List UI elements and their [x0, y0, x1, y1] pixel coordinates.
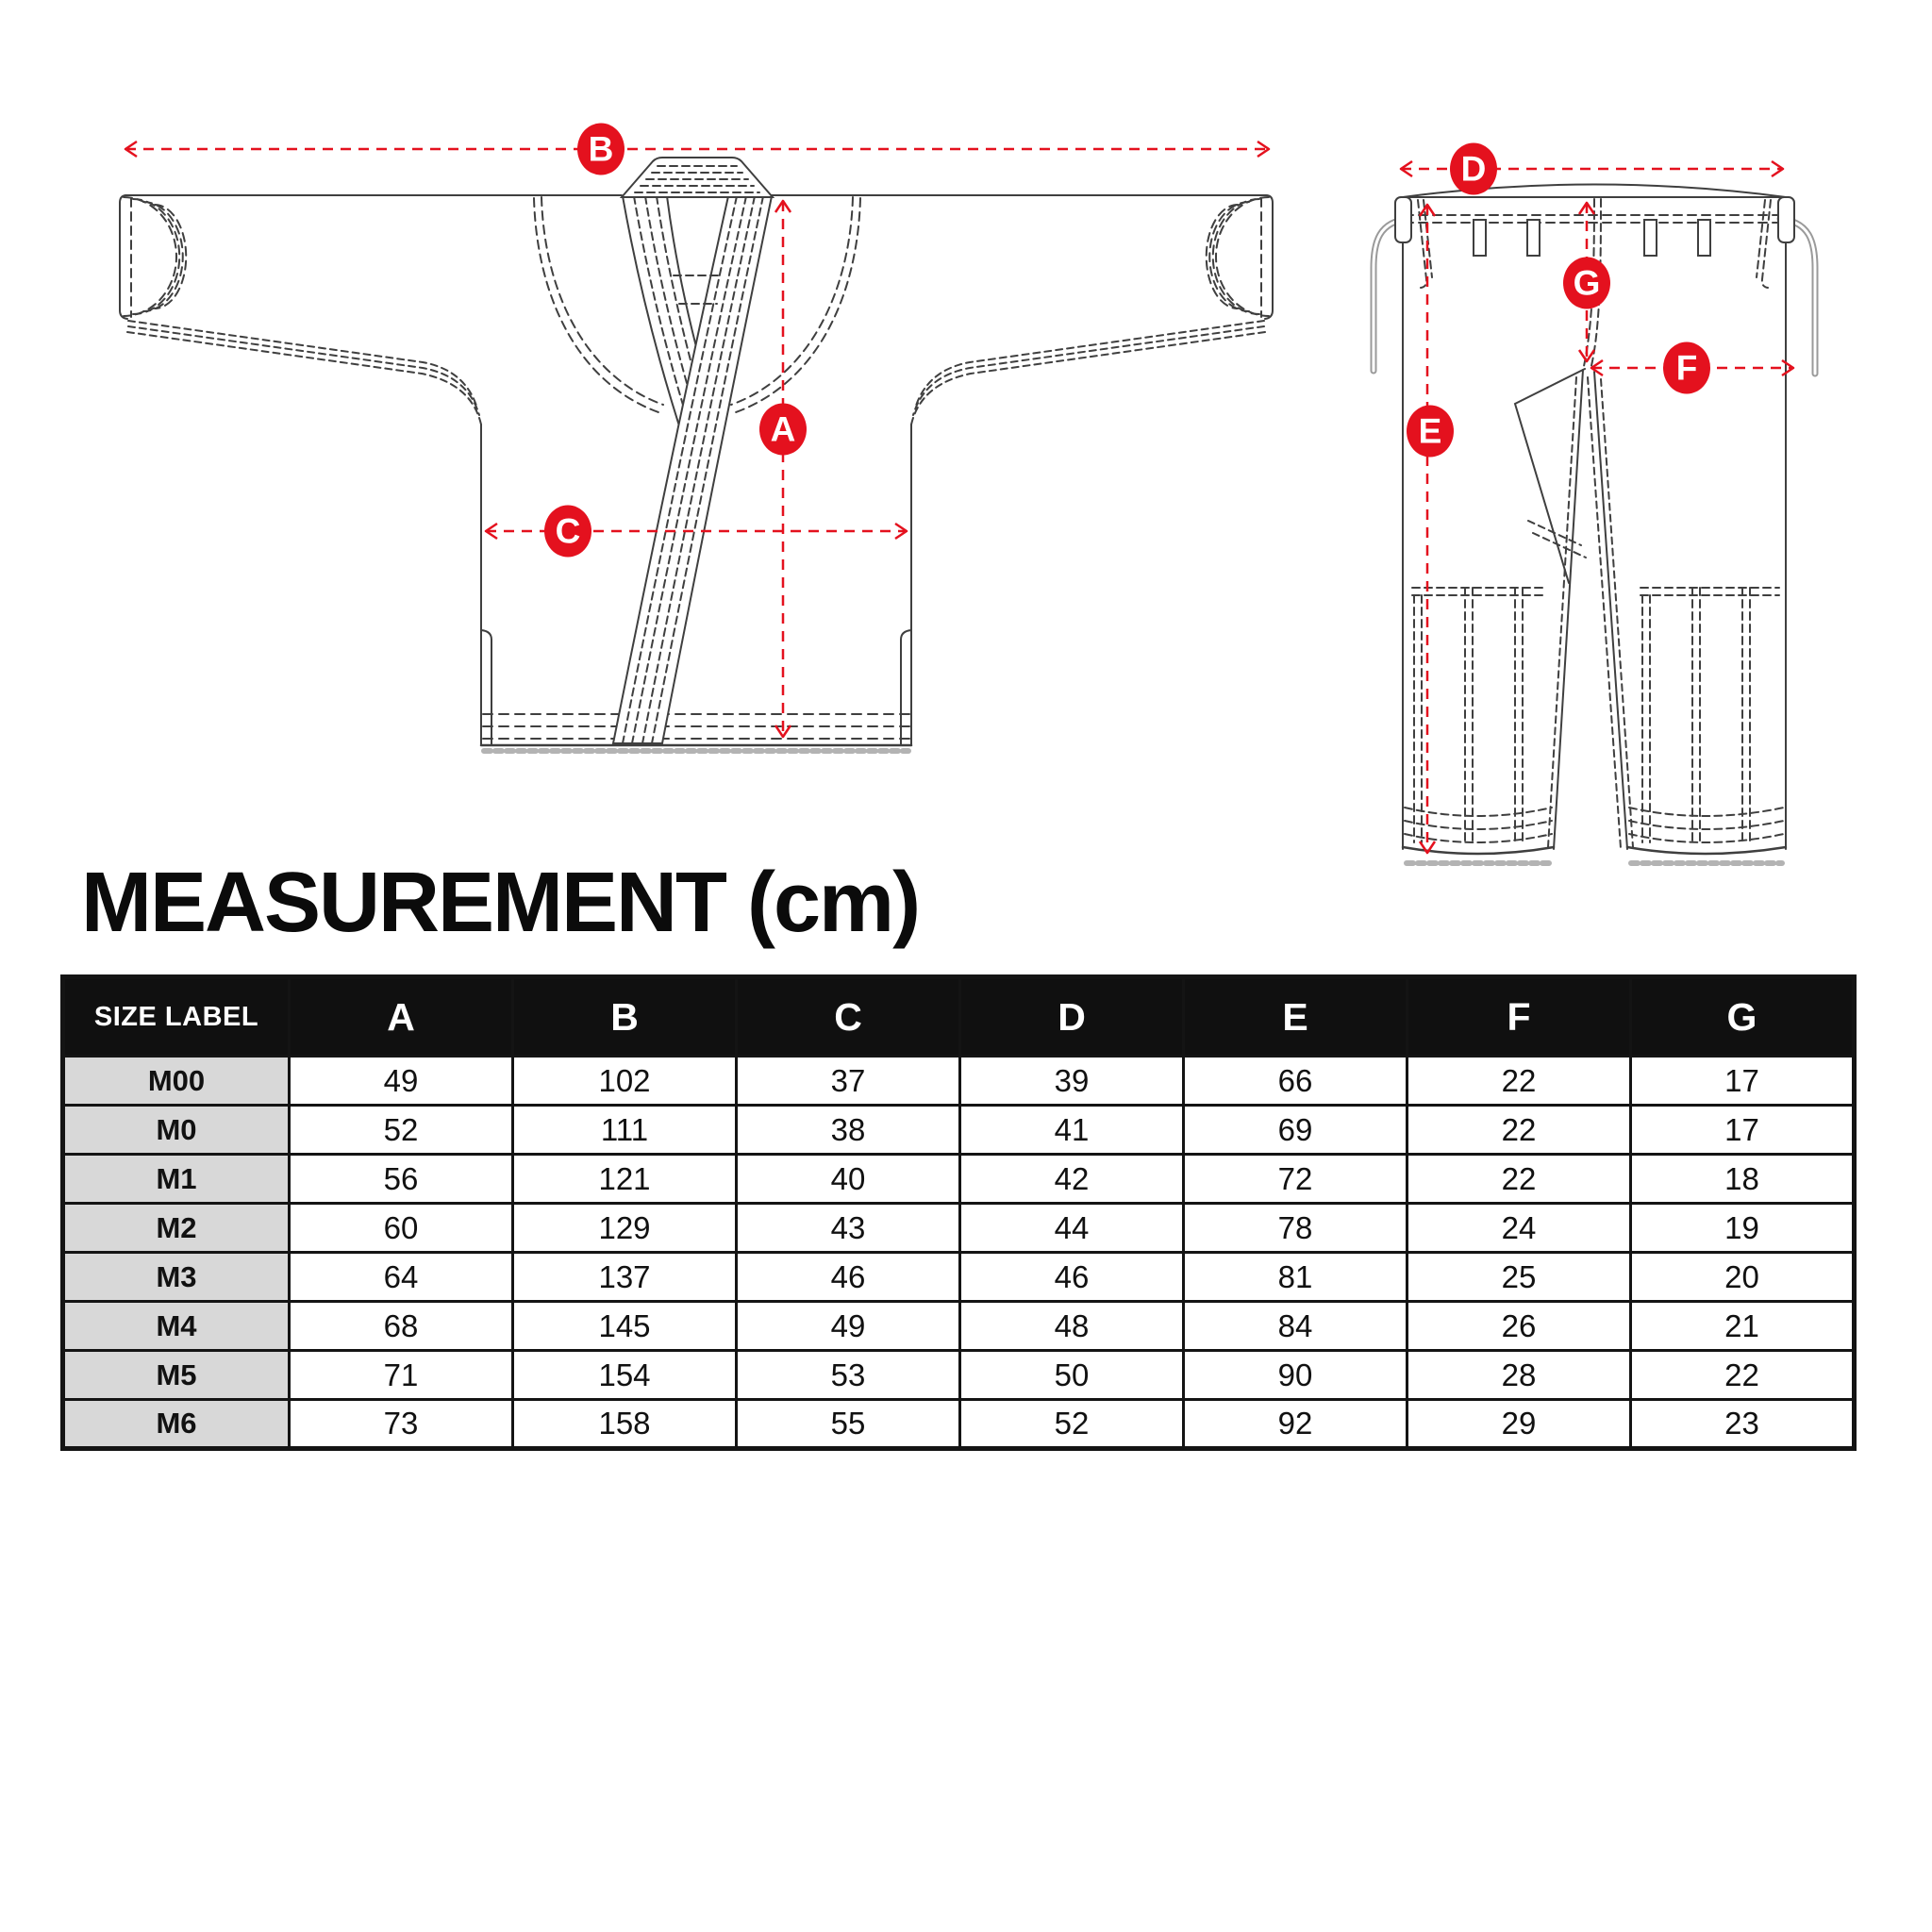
- value-cell: 102: [513, 1057, 737, 1106]
- value-cell: 49: [290, 1057, 513, 1106]
- header-cell-f: F: [1407, 977, 1631, 1057]
- value-cell: 92: [1184, 1400, 1407, 1449]
- value-cell: 21: [1631, 1302, 1855, 1351]
- table-row: [63, 1204, 1855, 1253]
- size-table: [60, 974, 1857, 1451]
- value-cell: 17: [1631, 1106, 1855, 1155]
- size-label-cell: M2: [63, 1204, 290, 1253]
- size-label-cell: M6: [63, 1400, 290, 1449]
- value-cell: 23: [1631, 1400, 1855, 1449]
- size-label-cell: M00: [63, 1057, 290, 1106]
- dim-label-a: A: [759, 404, 807, 456]
- value-cell: 25: [1407, 1253, 1631, 1302]
- value-cell: 39: [960, 1057, 1184, 1106]
- table-row: [63, 1400, 1855, 1449]
- value-cell: 24: [1407, 1204, 1631, 1253]
- value-cell: 78: [1184, 1204, 1407, 1253]
- table-row: [63, 1106, 1855, 1155]
- value-cell: 129: [513, 1204, 737, 1253]
- value-cell: 60: [290, 1204, 513, 1253]
- value-cell: 43: [737, 1204, 960, 1253]
- value-cell: 48: [960, 1302, 1184, 1351]
- size-label-cell: M4: [63, 1302, 290, 1351]
- value-cell: 111: [513, 1106, 737, 1155]
- table-row: [63, 1155, 1855, 1204]
- dim-label-c: C: [544, 506, 591, 558]
- value-cell: 49: [737, 1302, 960, 1351]
- value-cell: 69: [1184, 1106, 1407, 1155]
- value-cell: 64: [290, 1253, 513, 1302]
- value-cell: 22: [1407, 1155, 1631, 1204]
- header-cell-g: G: [1631, 977, 1855, 1057]
- value-cell: 41: [960, 1106, 1184, 1155]
- value-cell: 17: [1631, 1057, 1855, 1106]
- value-cell: 72: [1184, 1155, 1407, 1204]
- value-cell: 46: [960, 1253, 1184, 1302]
- dim-label-f: F: [1663, 342, 1710, 394]
- technical-drawing-svg: [0, 0, 1932, 906]
- value-cell: 50: [960, 1351, 1184, 1400]
- dim-label-e: E: [1407, 406, 1454, 458]
- value-cell: 137: [513, 1253, 737, 1302]
- value-cell: 145: [513, 1302, 737, 1351]
- dim-label-b: B: [577, 124, 625, 175]
- value-cell: 44: [960, 1204, 1184, 1253]
- size-label-cell: M3: [63, 1253, 290, 1302]
- value-cell: 73: [290, 1400, 513, 1449]
- value-cell: 18: [1631, 1155, 1855, 1204]
- jacket-drawing: [120, 158, 1273, 751]
- value-cell: 46: [737, 1253, 960, 1302]
- value-cell: 20: [1631, 1253, 1855, 1302]
- value-cell: 52: [960, 1400, 1184, 1449]
- value-cell: 53: [737, 1351, 960, 1400]
- value-cell: 22: [1631, 1351, 1855, 1400]
- measurement-diagram: [0, 0, 1932, 906]
- table-row: [63, 1351, 1855, 1400]
- value-cell: 66: [1184, 1057, 1407, 1106]
- value-cell: 52: [290, 1106, 513, 1155]
- header-cell-a: A: [290, 977, 513, 1057]
- value-cell: 26: [1407, 1302, 1631, 1351]
- size-table-body: [63, 1057, 1855, 1449]
- value-cell: 38: [737, 1106, 960, 1155]
- value-cell: 81: [1184, 1253, 1407, 1302]
- value-cell: 158: [513, 1400, 737, 1449]
- table-row: [63, 1253, 1855, 1302]
- size-label-cell: M0: [63, 1106, 290, 1155]
- value-cell: 56: [290, 1155, 513, 1204]
- value-cell: 22: [1407, 1106, 1631, 1155]
- header-cell-size-label: SIZE LABEL: [63, 977, 290, 1057]
- page-title: MEASUREMENT (cm): [81, 856, 920, 950]
- header-cell-d: D: [960, 977, 1184, 1057]
- value-cell: 154: [513, 1351, 737, 1400]
- table-row: [63, 1057, 1855, 1106]
- value-cell: 19: [1631, 1204, 1855, 1253]
- value-cell: 90: [1184, 1351, 1407, 1400]
- value-cell: 28: [1407, 1351, 1631, 1400]
- header-cell-e: E: [1184, 977, 1407, 1057]
- value-cell: 40: [737, 1155, 960, 1204]
- value-cell: 68: [290, 1302, 513, 1351]
- dim-label-g: G: [1563, 258, 1610, 309]
- header-cell-b: B: [513, 977, 737, 1057]
- table-row: [63, 1302, 1855, 1351]
- value-cell: 71: [290, 1351, 513, 1400]
- value-cell: 29: [1407, 1400, 1631, 1449]
- value-cell: 121: [513, 1155, 737, 1204]
- size-label-cell: M1: [63, 1155, 290, 1204]
- size-label-cell: M5: [63, 1351, 290, 1400]
- value-cell: 22: [1407, 1057, 1631, 1106]
- header-cell-c: C: [737, 977, 960, 1057]
- value-cell: 37: [737, 1057, 960, 1106]
- value-cell: 84: [1184, 1302, 1407, 1351]
- table-header-row: [63, 977, 1855, 1057]
- value-cell: 55: [737, 1400, 960, 1449]
- dim-label-d: D: [1450, 143, 1497, 195]
- value-cell: 42: [960, 1155, 1184, 1204]
